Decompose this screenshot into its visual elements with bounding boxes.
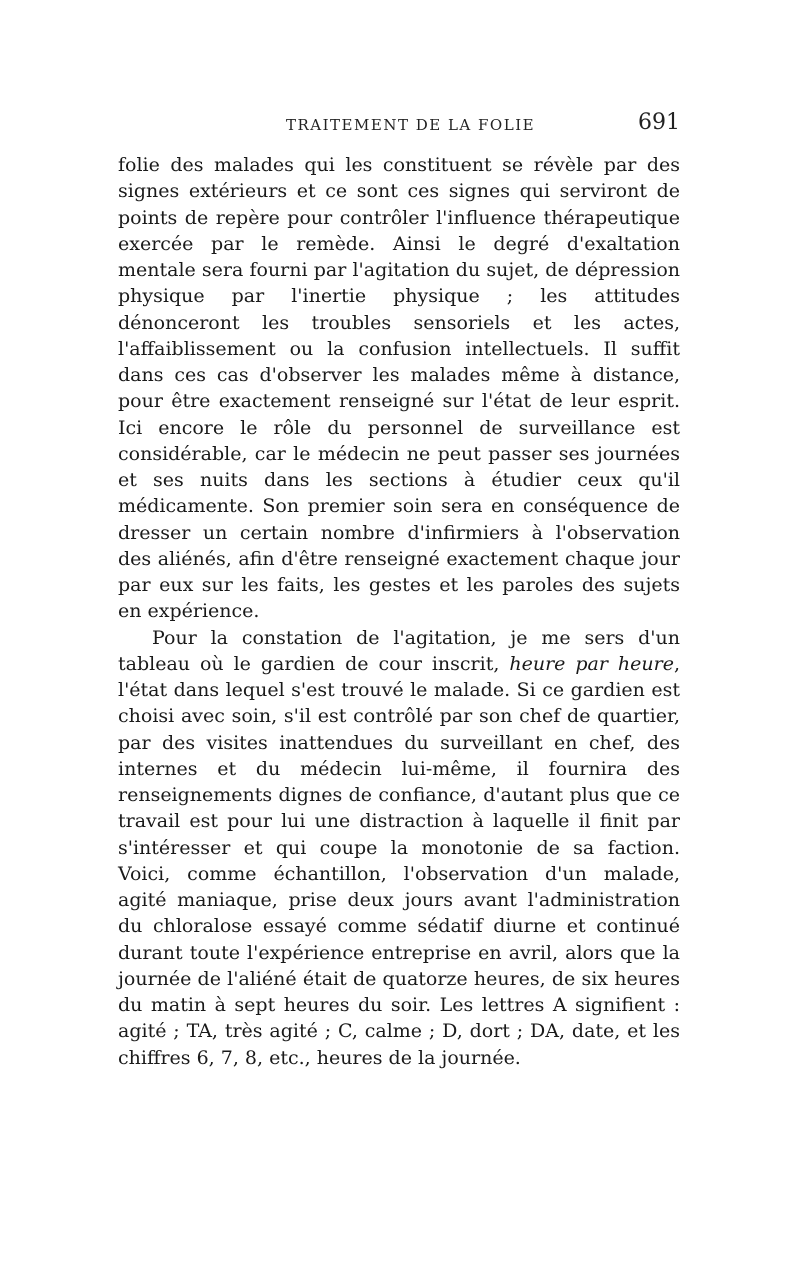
paragraph-2-text-start: Pour la constation de l'agitation, je me sers d'un tableau où le gardien de cour inscrit, [118,626,680,675]
page-number: 691 [638,110,680,135]
paragraph-2-italic-phrase: heure par heure [509,652,674,675]
paragraph-2 [118,625,680,1071]
paragraph-2-text-end: , l'état dans lequel s'est trouvé le malade. Si ce gardien est choisi avec soin, s'il est contrôlé par son chef de quartier, par des visites inattendues du surveillant en chef, des internes et du médecin lui-même, il fournira des renseignements dignes de confiance, d'autant plus que ce travail est pour lui une distraction à laquelle il finit par s'intéresser et qui coupe la monotonie de sa faction. Voici, comme échantillon, l'observation d'un malade, agité maniaque, prise deux jours avant l'administration du chloralose essayé comme sédatif diurne et continué durant toute l'expérience entreprise en avril, alors que la journée de l'aliéné était de quatorze heures, de six heures du matin à sept heures du soir. Les lettres A signifient : agité ; TA, très agité ; C, calme ; D, dort ; DA, date, et les chiffres 6, 7, 8, etc., heures de la journée. [118,652,680,1069]
running-title: TRAITEMENT DE LA FOLIE [286,116,536,134]
body-text [118,152,680,1071]
paragraph-1: folie des malades qui les constituent se révèle par des signes extérieurs et ce sont ces signes qui serviront de points de repère pour contrôler l'influence thérapeutique exercée par le remède. Ainsi le degré d'exaltation mentale sera fourni par l'agitation du sujet, de dépression physique par l'inertie physique ; les attitudes dénonceront les troubles sensoriels et les actes, l'affaiblissement ou la confusion intellectuels. Il suffit dans ces cas d'observer les malades même à distance, pour être exactement renseigné sur l'état de leur esprit. Ici encore le rôle du personnel de surveillance est considérable, car le médecin ne peut passer ses journées et ses nuits dans les sections à étudier ceux qu'il médicamente. Son premier soin sera en conséquence de dresser un certain nombre d'infirmiers à l'observation des aliénés, afin d'être renseigné exactement chaque jour par eux sur les faits, les gestes et les paroles des sujets en expérience. [118,154,680,623]
running-header [118,110,680,144]
